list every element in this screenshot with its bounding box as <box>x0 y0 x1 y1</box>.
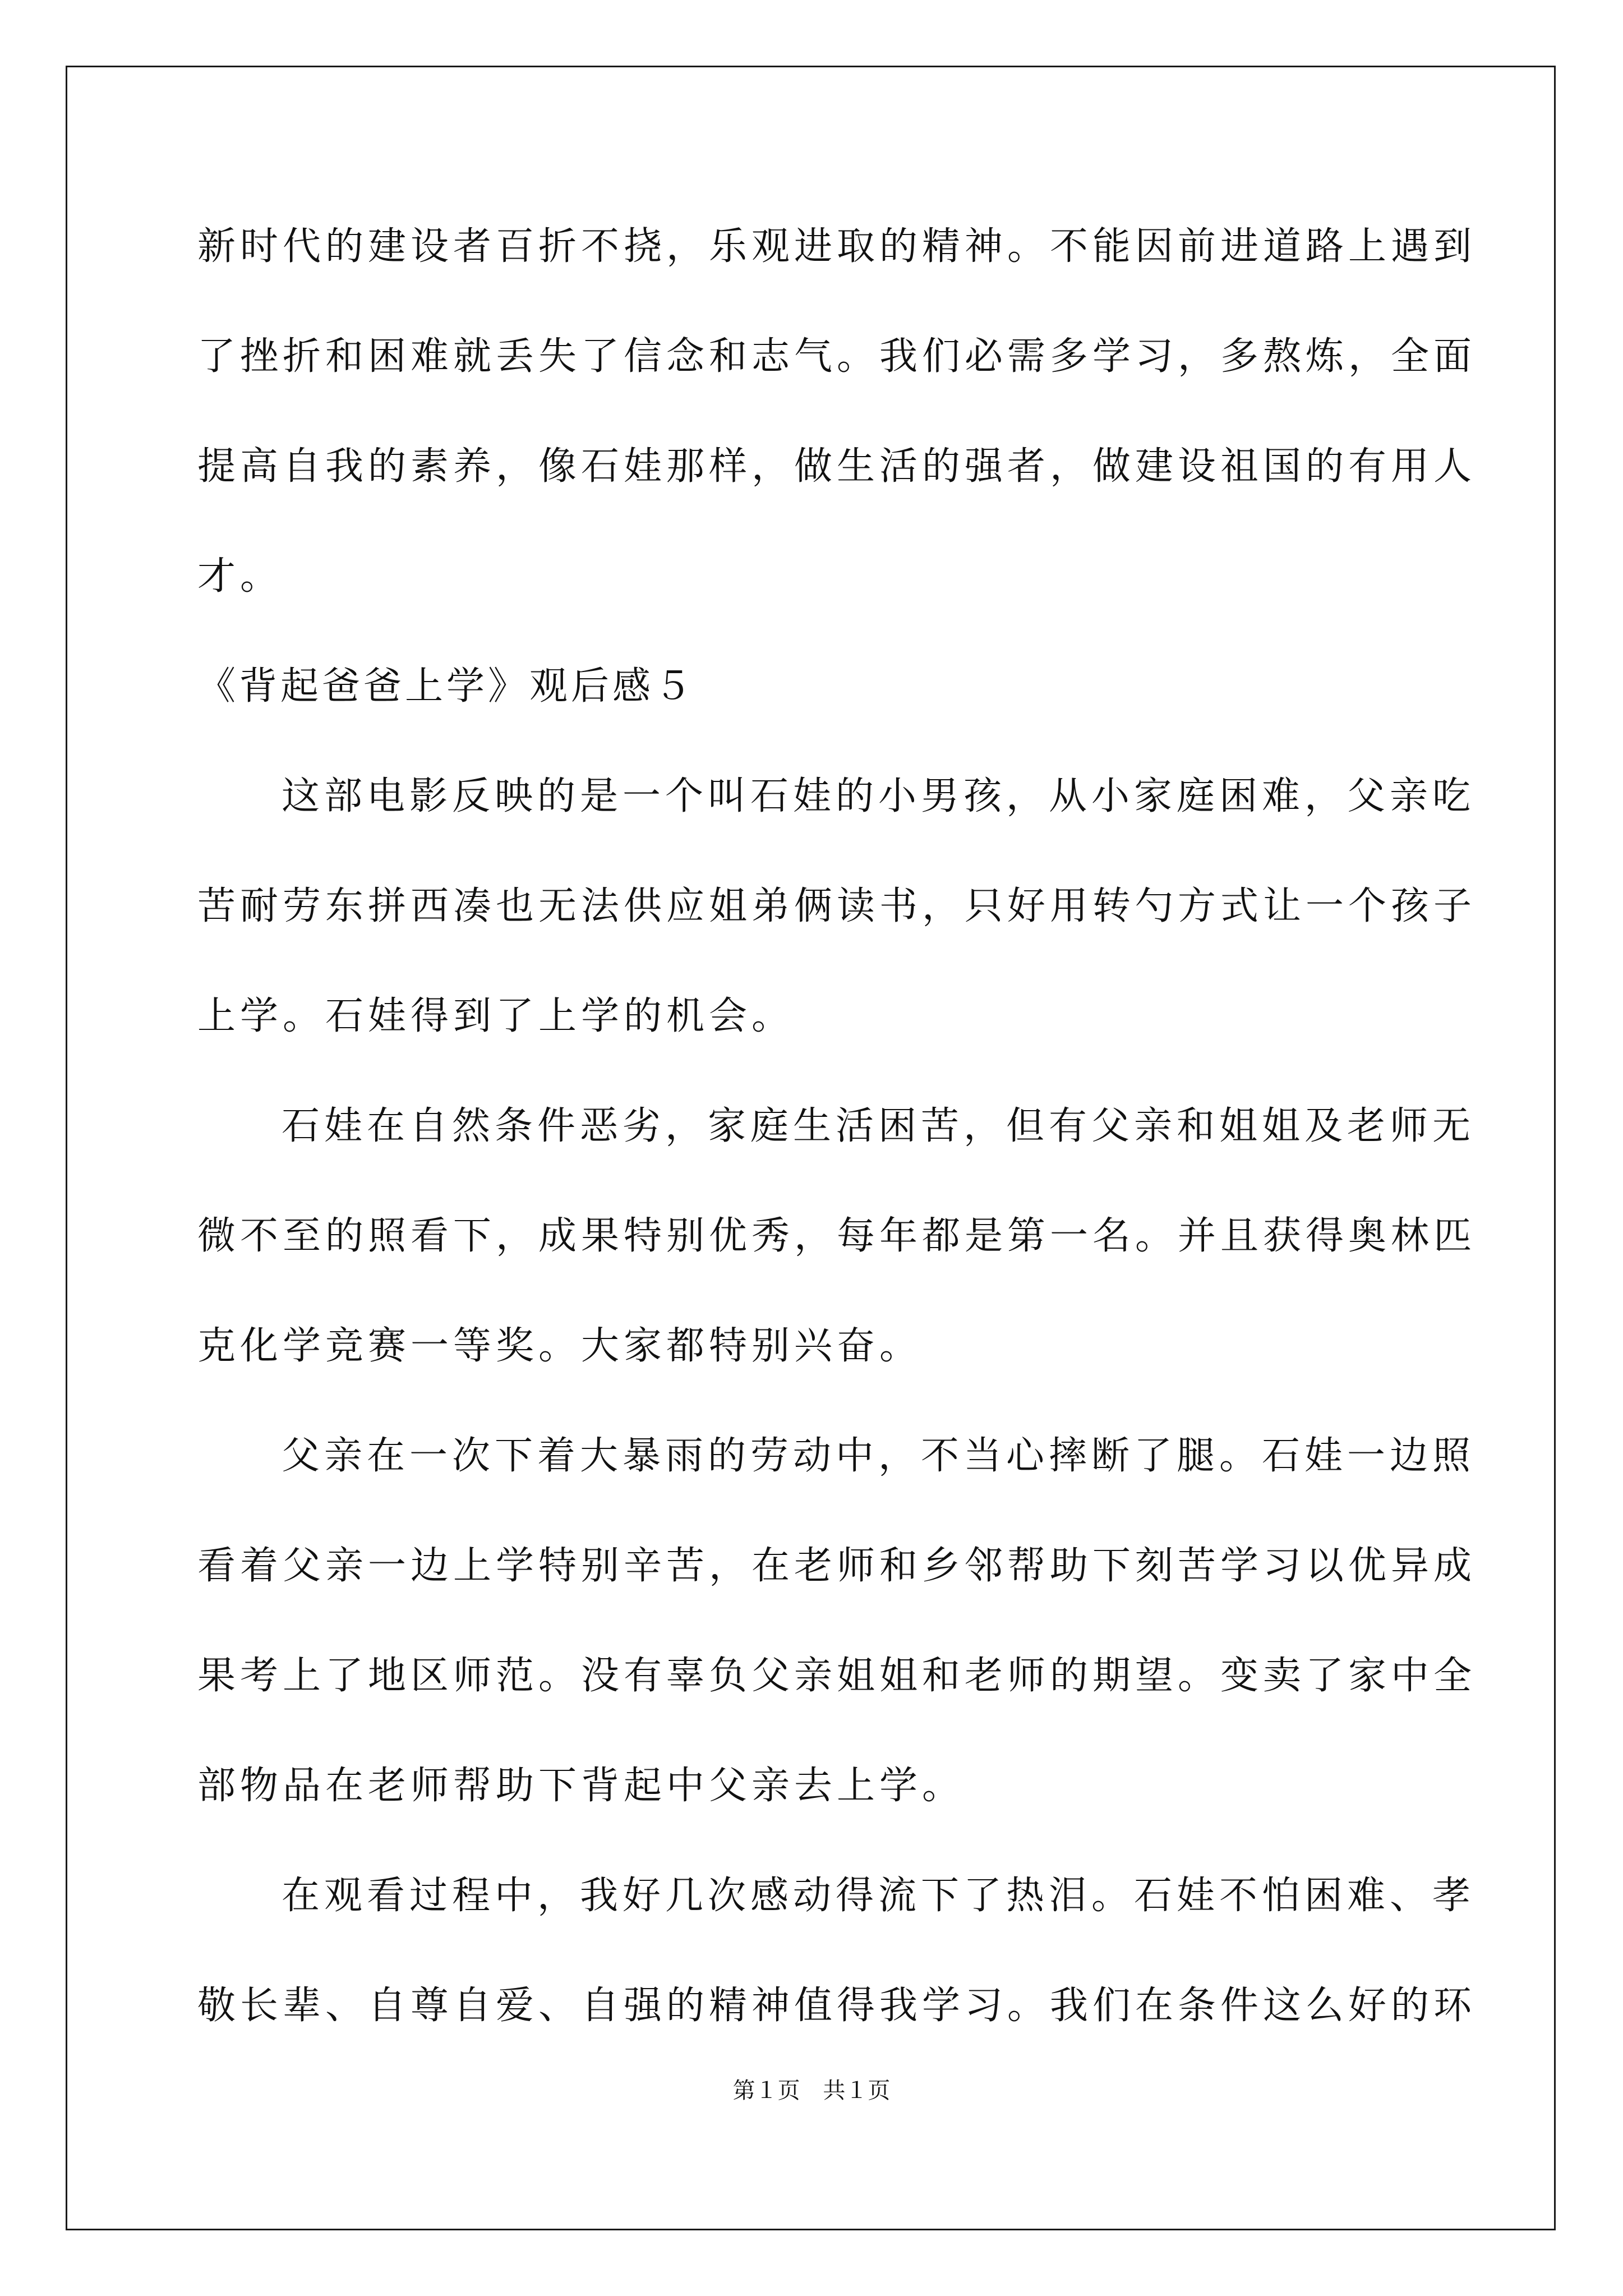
page-number-total: 共１页 <box>823 2078 891 2104</box>
text-line: 提高自我的素养，像石娃那样，做生活的强者，做建设祖国的有用人 <box>197 444 1477 489</box>
paragraph-line: 克化学竞赛一等奖。大家都特别兴奋。 <box>197 1324 923 1368</box>
page-number-current: 第１页 <box>732 2078 800 2104</box>
paragraph-line: 上学。石娃得到了上学的机会。 <box>197 994 795 1038</box>
text-line: 新时代的建设者百折不挠，乐观进取的精神。不能因前进道路上遇到 <box>197 224 1477 269</box>
page-footer <box>0 2073 1623 2105</box>
paragraph-line: 看着父亲一边上学特别辛苦，在老师和乡邻帮助下刻苦学习以优异成 <box>197 1544 1477 1588</box>
paragraph-line: 父亲在一次下着大暴雨的劳动中，不当心摔断了腿。石娃一边照 <box>282 1434 1476 1478</box>
paragraph-line: 石娃在自然条件恶劣，家庭生活困苦，但有父亲和姐姐及老师无 <box>282 1104 1476 1148</box>
paragraph-line: 微不至的照看下，成果特别优秀，每年都是第一名。并且获得奥林匹 <box>197 1214 1477 1258</box>
paragraph-line: 在观看过程中，我好几次感动得流下了热泪。石娃不怕困难、孝 <box>282 1874 1476 1918</box>
paragraph-line: 苦耐劳东拼西凑也无法供应姐弟俩读书，只好用转勺方式让一个孩子 <box>197 884 1477 928</box>
text-line: 才。 <box>197 554 283 599</box>
paragraph-line: 这部电影反映的是一个叫石娃的小男孩，从小家庭困难，父亲吃 <box>282 774 1476 818</box>
paragraph-line: 果考上了地区师范。没有辜负父亲姐姐和老师的期望。变卖了家中全 <box>197 1654 1477 1698</box>
document-body <box>197 213 1477 2082</box>
text-line: 了挫折和困难就丢失了信念和志气。我们必需多学习，多熬炼，全面 <box>197 334 1477 379</box>
paragraph-line: 敬长辈、自尊自爱、自强的精神值得我学习。我们在条件这么好的环 <box>197 1984 1477 2028</box>
section-heading: 《背起爸爸上学》观后感５ <box>197 664 696 708</box>
paragraph-line: 部物品在老师帮助下背起中父亲去上学。 <box>197 1764 965 1808</box>
